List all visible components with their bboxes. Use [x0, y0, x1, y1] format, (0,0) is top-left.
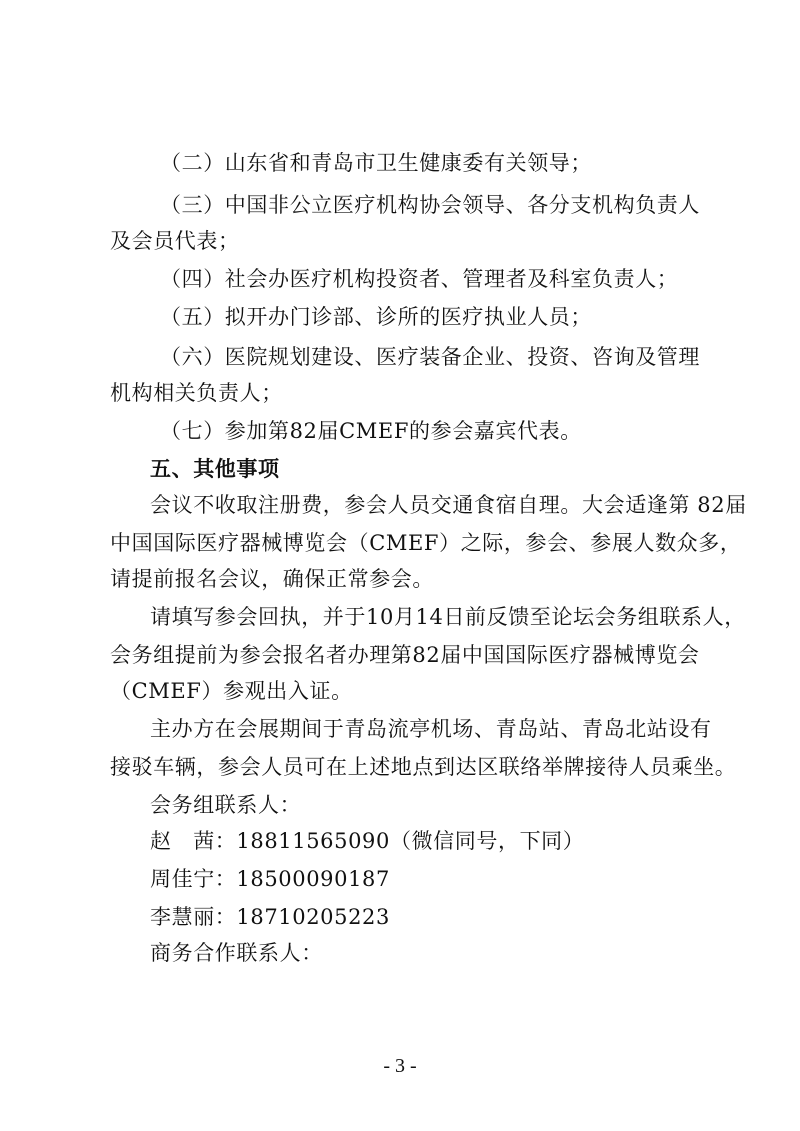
list-item-3-line-1: （三）中国非公立医疗机构协会领导、各分支机构负责人: [160, 193, 700, 217]
business-contacts-label: 商务合作联系人：: [150, 941, 323, 965]
paragraph-2-line-1: 请填写参会回执，并于10月14日前反馈至论坛会务组联系人，: [150, 605, 746, 629]
list-item-7: （七）参加第82届CMEF的参会嘉宾代表。: [160, 419, 582, 443]
list-item-2: （二）山东省和青岛市卫生健康委有关领导；: [160, 151, 592, 175]
paragraph-2-line-3: （CMEF）参观出入证。: [110, 679, 353, 703]
paragraph-1-line-2: 中国国际医疗器械博览会（CMEF）之际，参会、参展人数众多，: [110, 531, 742, 555]
contacts-label: 会务组联系人：: [150, 793, 302, 817]
section-heading: 五、其他事项: [150, 457, 280, 481]
list-item-3-line-2: 及会员代表；: [110, 229, 240, 253]
contact-zhou: 周佳宁：18500090187: [150, 867, 390, 891]
contact-li: 李慧丽：18710205223: [150, 905, 390, 929]
list-item-4: （四）社会办医疗机构投资者、管理者及科室负责人；: [160, 267, 679, 291]
paragraph-1-line-3: 请提前报名会议，确保正常参会。: [110, 567, 434, 591]
list-item-6-line-1: （六）医院规划建设、医疗装备企业、投资、咨询及管理: [160, 345, 700, 369]
contact-zhao: 赵 茜：18811565090（微信同号，下同）: [150, 829, 585, 853]
paragraph-1-line-1: 会议不收取注册费，参会人员交通食宿自理。大会适逢第 82届: [150, 493, 747, 517]
paragraph-3-line-1: 主办方在会展期间于青岛流亭机场、青岛站、青岛北站设有: [150, 717, 712, 741]
list-item-6-line-2: 机构相关负责人；: [110, 381, 283, 405]
page-number: - 3 -: [383, 1055, 417, 1077]
paragraph-3-line-2: 接驳车辆，参会人员可在上述地点到达区联络举牌接待人员乘坐。: [110, 755, 737, 779]
paragraph-2-line-2: 会务组提前为参会报名者办理第82届中国国际医疗器械博览会: [110, 643, 700, 667]
list-item-5: （五）拟开办门诊部、诊所的医疗执业人员；: [160, 305, 592, 329]
